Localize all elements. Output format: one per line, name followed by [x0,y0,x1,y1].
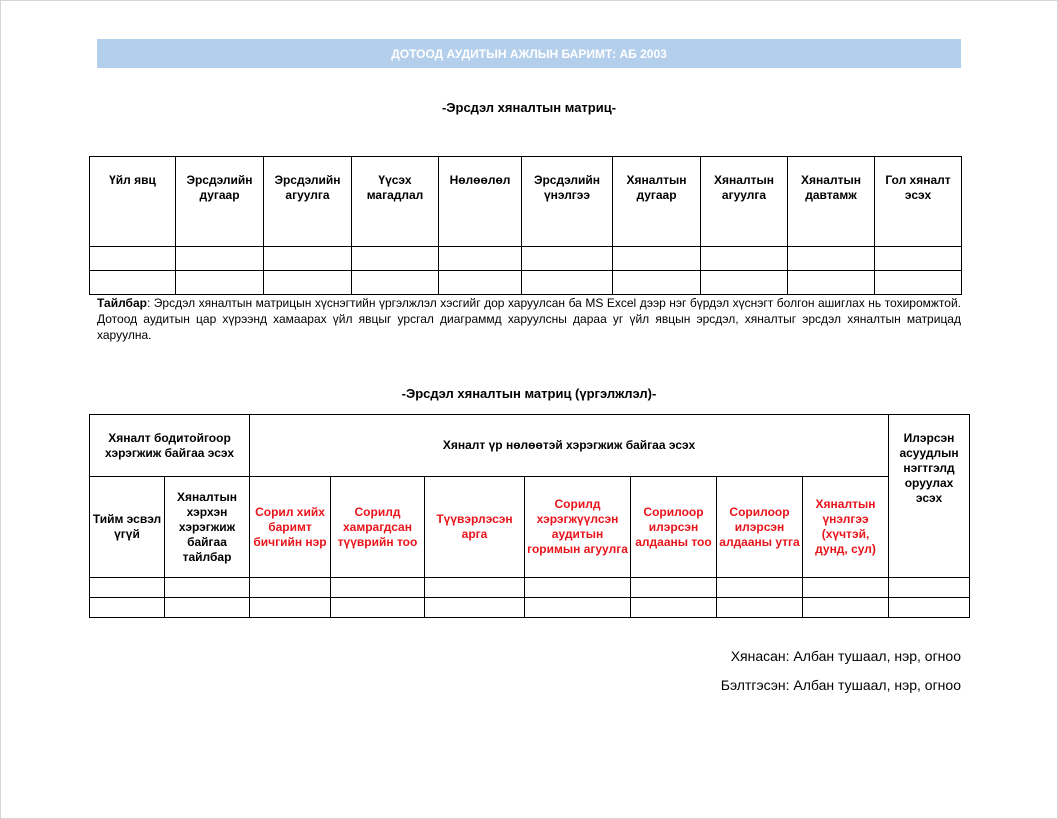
table-cell[interactable] [631,578,717,598]
table-cell[interactable] [331,598,425,618]
subheader-cell-red: Сорил хийх баримт бичгийн нэр [250,477,331,578]
header-cell: Эрсдэлийн агуулга [264,157,352,247]
table-cell[interactable] [250,598,331,618]
table-group-header-row [90,415,970,477]
table-cell[interactable] [701,247,788,271]
table-cell[interactable] [165,598,250,618]
table-cell[interactable] [613,271,701,295]
table-cell[interactable] [90,578,165,598]
group-header-effectiveness: Хяналт үр нөлөөтэй хэрэгжиж байгаа эсэх [250,415,889,477]
table-cell[interactable] [165,578,250,598]
table-cell[interactable] [352,247,439,271]
table-cell[interactable] [803,598,889,618]
subheader-cell-red: Сорилд хэрэгжүүлсэн аудитын горимын агуулга [525,477,631,578]
table-cell[interactable] [701,271,788,295]
table-cell[interactable] [803,578,889,598]
note-paragraph [97,295,961,343]
header-cell: Хяналтын агуулга [701,157,788,247]
table-cell[interactable] [264,271,352,295]
header-cell: Хяналтын дугаар [613,157,701,247]
table-cell[interactable] [522,247,613,271]
header-cell: Эрсдэлийн үнэлгээ [522,157,613,247]
subheader-cell: Тийм эсвэл үгүй [90,477,165,578]
subheader-cell-red: Түүвэрлэсэн арга [425,477,525,578]
table-cell[interactable] [613,247,701,271]
table-cell[interactable] [717,598,803,618]
table-row [90,271,962,295]
table-cell[interactable] [525,578,631,598]
header-cell: Эрсдэлийн дугаар [176,157,264,247]
table-cell[interactable] [90,271,176,295]
table-header-row [90,157,962,247]
table-cell[interactable] [250,578,331,598]
table-cell[interactable] [889,598,970,618]
table-cell[interactable] [875,271,962,295]
table-cell[interactable] [525,598,631,618]
section2-title: -Эрсдэл хяналтын матриц (үргэлжлэл)- [401,386,657,401]
signature-reviewed: Хянасан: Албан тушаал, нэр, огноо [730,648,961,664]
table-cell[interactable] [176,271,264,295]
table-cell[interactable] [331,578,425,598]
table-cell[interactable] [788,247,875,271]
table-cell[interactable] [439,247,522,271]
note-label: Тайлбар [97,296,147,310]
group-header-implementation: Хяналт бодитойгоор хэрэгжиж байгаа эсэх [90,415,250,477]
group-header-include-summary: Илэрсэн асуудлын нэгтгэлд оруулах эсэх [889,415,970,578]
table-row [90,598,970,618]
table-cell[interactable] [90,247,176,271]
risk-control-matrix-table [89,156,962,295]
table-cell[interactable] [425,598,525,618]
table-cell[interactable] [90,598,165,618]
table-cell[interactable] [522,271,613,295]
risk-control-matrix-continuation-table [89,414,970,618]
subheader-cell-red: Хяналтын үнэлгээ (хүчтэй, дунд, сул) [803,477,889,578]
note-text: : Эрсдэл хяналтын матрицын хүснэгтийн үргэлжлэл хэсгийг дор харуулсан ба MS Excel дээр нэг бүрдэл хүснэгт болгон ашиглах нь тохиромжтой. Дотоод аудитын цар хүрээнд хамаарах үйл явцыг урсгал диаграммд харуулсны дараа уг үйл явцын эрсдэл, хяналтыг эрсдэл хяналтын матрицад харуулна. [97,296,961,342]
table-cell[interactable] [889,578,970,598]
subheader-cell-red: Сорилоор илэрсэн алдааны тоо [631,477,717,578]
header-cell: Гол хяналт эсэх [875,157,962,247]
table-cell[interactable] [176,247,264,271]
header-cell: Нөлөөлөл [439,157,522,247]
header-cell: Үйл явц [90,157,176,247]
table-row [90,247,962,271]
table-cell[interactable] [425,578,525,598]
subheader-cell-red: Сорилд хамрагдсан түүврийн тоо [331,477,425,578]
document-banner: ДОТООД АУДИТЫН АЖЛЫН БАРИМТ: АБ 2003 [97,39,961,68]
header-cell: Хяналтын давтамж [788,157,875,247]
table-cell[interactable] [788,271,875,295]
subheader-cell: Хяналтын хэрхэн хэрэгжиж байгаа тайлбар [165,477,250,578]
table-cell[interactable] [631,598,717,618]
section1-title: -Эрсдэл хяналтын матриц- [441,100,617,115]
table-cell[interactable] [264,247,352,271]
table-cell[interactable] [875,247,962,271]
table-cell[interactable] [352,271,439,295]
header-cell: Үүсэх магадлал [352,157,439,247]
subheader-cell-red: Сорилоор илэрсэн алдааны утга [717,477,803,578]
table-row [90,578,970,598]
signature-prepared: Бэлтгэсэн: Албан тушаал, нэр, огноо [720,677,961,693]
table-cell[interactable] [439,271,522,295]
table-cell[interactable] [717,578,803,598]
table-subheader-row [90,477,970,578]
